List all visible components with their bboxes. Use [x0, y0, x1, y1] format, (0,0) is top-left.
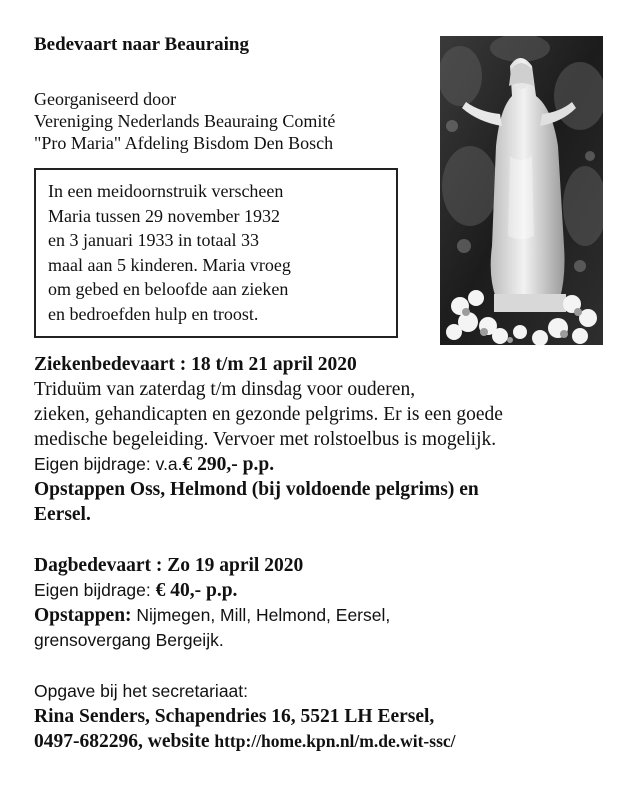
- contribution-label: Eigen bijdrage: v.a.: [34, 454, 183, 474]
- zieken-contribution: [34, 452, 274, 477]
- dag-boarding-line: grensovergang Bergeijk.: [34, 630, 224, 650]
- registration-intro: Opgave bij het secretariaat:: [34, 681, 249, 701]
- contribution-value: € 290,- p.p.: [182, 454, 275, 475]
- website-label: website: [147, 731, 210, 752]
- organizer-line: "Pro Maria" Afdeling Bisdom Den Bosch: [34, 133, 334, 153]
- zieken-text-line: Triduüm van zaterdag t/m dinsdag voor ouderen,: [34, 379, 416, 400]
- zieken-text-line: medische begeleiding. Vervoer met rolstoelbus is mogelijk.: [34, 429, 497, 450]
- intro-line: Maria tussen 29 november 1932: [48, 205, 280, 226]
- dag-boarding: [34, 603, 390, 628]
- contribution-label: Eigen bijdrage:: [34, 580, 151, 600]
- boarding-value: Nijmegen, Mill, Helmond, Eersel,: [136, 605, 391, 625]
- registration-phone-website: [34, 729, 456, 754]
- intro-line: en bedroefden hulp en troost.: [48, 303, 259, 324]
- boarding-label: Opstappen:: [34, 605, 132, 626]
- zieken-text-line: zieken, gehandicapten en gezonde pelgrims. Er is een goede: [34, 404, 503, 425]
- intro-line: om gebed en beloofde aan zieken: [48, 279, 289, 300]
- contribution-value: € 40,- p.p.: [155, 580, 238, 601]
- intro-line: en 3 januari 1933 in totaal 33: [48, 230, 259, 251]
- organizer-line: Georganiseerd door: [34, 89, 177, 109]
- phone-number: 0497-682296,: [34, 731, 143, 752]
- intro-box: [34, 168, 398, 338]
- dag-heading: Dagbedevaart : Zo 19 april 2020: [34, 555, 304, 576]
- registration-contact: Rina Senders, Schapendries 16, 5521 LH Eersel,: [34, 706, 435, 727]
- intro-line: In een meidoornstruik verscheen: [48, 181, 284, 201]
- page-title: Bedevaart naar Beauraing: [34, 34, 249, 55]
- zieken-heading: Ziekenbedevaart : 18 t/m 21 april 2020: [34, 354, 357, 375]
- dag-contribution: [34, 578, 237, 603]
- mary-statue-photo: [440, 36, 603, 345]
- organizer-block: [34, 88, 335, 154]
- organizer-line: Vereniging Nederlands Beauraing Comité: [34, 111, 336, 131]
- zieken-boarding: Opstappen Oss, Helmond (bij voldoende pelgrims) en: [34, 479, 479, 500]
- intro-line: maal aan 5 kinderen. Maria vroeg: [48, 254, 291, 275]
- website-link[interactable]: http://home.kpn.nl/m.de.wit-ssc/: [214, 731, 456, 751]
- zieken-boarding: Eersel.: [34, 504, 91, 525]
